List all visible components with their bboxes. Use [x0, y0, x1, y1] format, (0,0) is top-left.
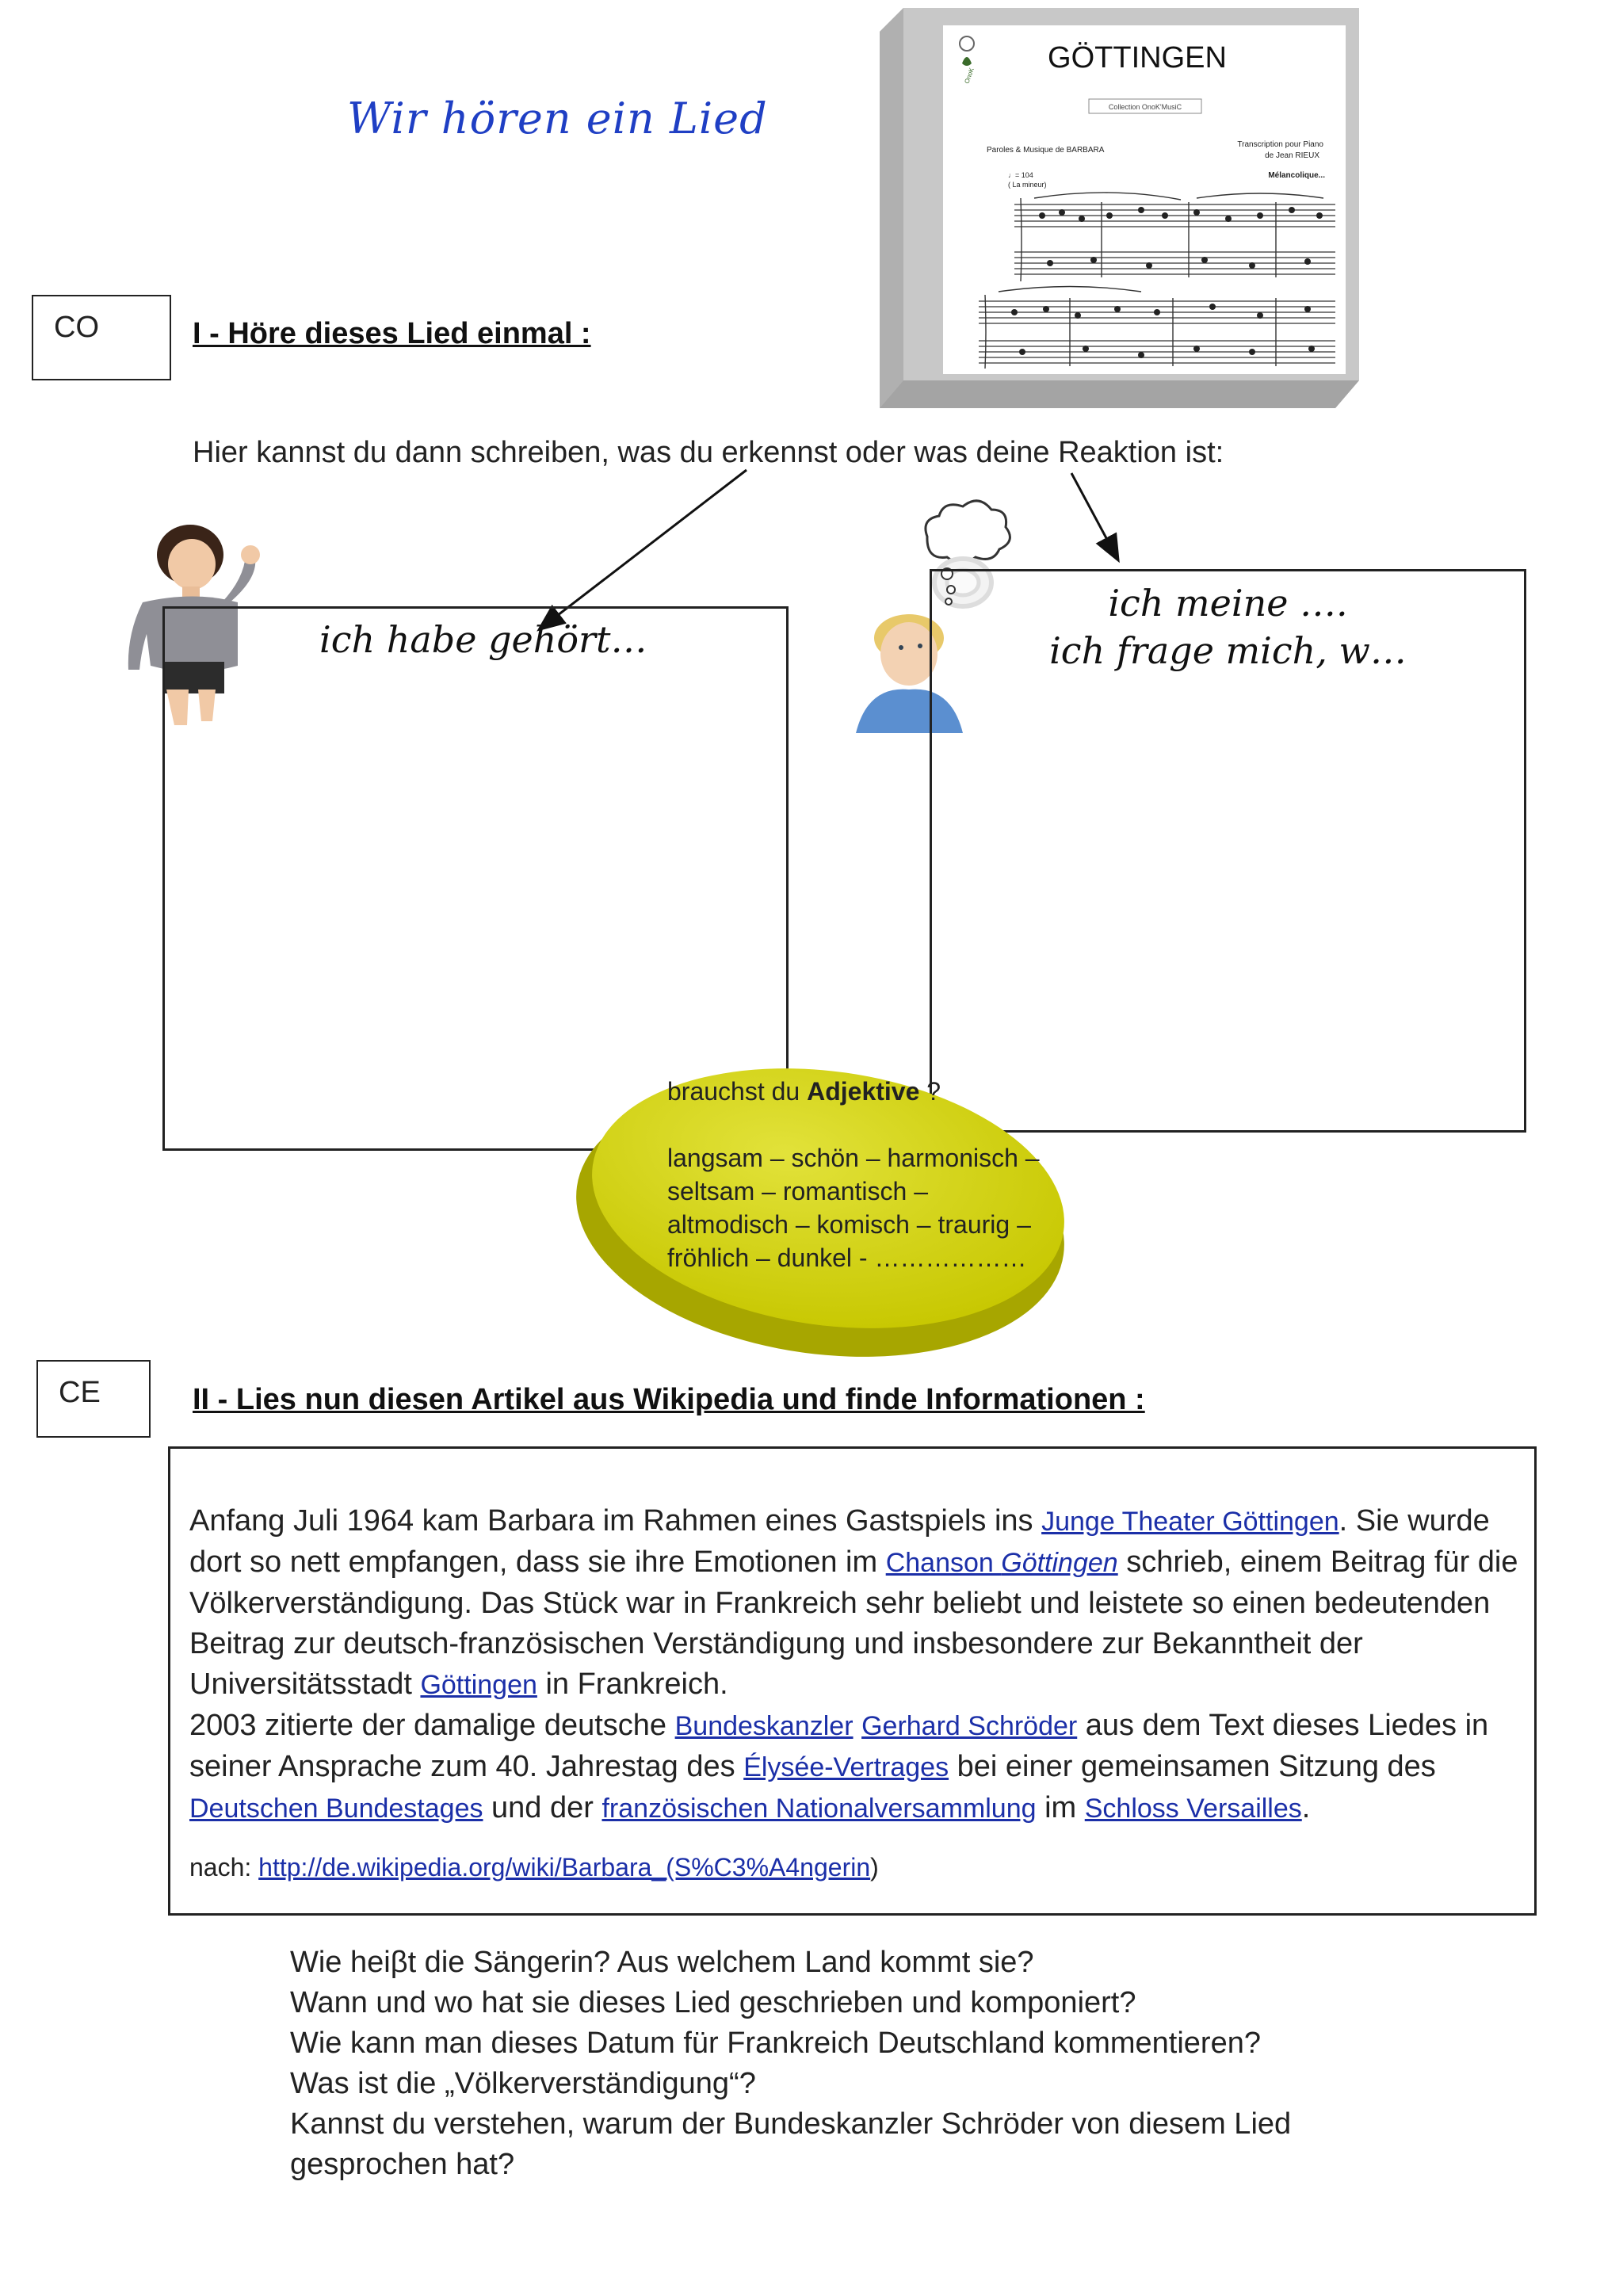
link-goettingen[interactable]: Göttingen — [420, 1670, 537, 1700]
questions-list — [290, 1943, 1291, 2185]
question-1: Wie heiβt die Sängerin? Aus welchem Land kommt sie? — [290, 1946, 1034, 1979]
question-6: gesprochen hat? — [290, 2148, 515, 2181]
arrow-left — [540, 470, 747, 628]
question-5: Kannst du verstehen, warum der Bundeskanzler Schröder von diesem Lied — [290, 2107, 1292, 2141]
adjectives-text — [667, 1075, 1040, 1274]
sheet-credits-right-1: Transcription pour Piano — [1237, 140, 1323, 149]
link-elysee-vertrag[interactable]: Élysée-Vertrages — [743, 1752, 949, 1782]
adjectives-intro: brauchst du Adjektive ? — [667, 1077, 941, 1106]
sheet-key: ( La mineur) — [1008, 181, 1047, 189]
source-link[interactable]: http://de.wikipedia.org/wiki/Barbara_(S%C3%A4ngerin — [258, 1853, 871, 1881]
sheet-credits-left: Paroles & Musique de BARBARA — [987, 146, 1105, 155]
link-chanson-goettingen[interactable]: Chanson Göttingen — [885, 1548, 1118, 1578]
sheet-collection: Collection OnoK'MusiC — [1108, 103, 1182, 111]
page-title: Wir hören ein Lied — [347, 94, 768, 143]
article-source: nach: http://de.wikipedia.org/wiki/Barbara_(S%C3%A4ngerin) — [189, 1853, 879, 1881]
adjectives-line2: seltsam – romantisch – — [667, 1177, 929, 1205]
sheet-credits-right-2: de Jean RIEUX — [1265, 151, 1319, 160]
article-text: Anfang Juli 1964 kam Barbara im Rahmen eines Gastspiels ins Junge Theater Göttingen. Sie wurde dort so nett empfangen, dass sie ihre Emotionen im Chanson Göttingen schrieb, einem Beitrag für die Völkerverständigung. Das Stück war in Frankreich sehr beliebt und leistete so einen bedeutenden Beitrag zur deutsch-französischen Verständigung und insbesondere zur Bekanntheit der Universitätsstadt Göttingen in Frankreich. 2003 zitierte der damalige deutsche Bundeskanzler Gerhard Schröder aus dem Text dieses Liedes in seiner Ansprache zum 40. Jahrestag des Élysée-Vertrages bei einer gemeinsamen Sitzung des Deutschen Bundestages und der französischen Nationalversammlung im Schloss Versailles. — [189, 1504, 1518, 1824]
sheet-mood: Mélancolique... — [1268, 171, 1325, 180]
thought-bubble-icon — [926, 501, 1010, 563]
section1-heading: I - Höre dieses Lied einmal : — [193, 317, 591, 350]
question-3: Wie kann man dieses Datum für Frankreich Deutschland kommentieren? — [290, 2027, 1261, 2060]
sheet-title: GÖTTINGEN — [1048, 41, 1227, 74]
link-bundeskanzler[interactable]: Bundeskanzler — [674, 1711, 854, 1741]
heard-prompt: ich habe gehört… — [319, 618, 647, 661]
adjectives-line1: langsam – schön – harmonisch – — [667, 1144, 1040, 1172]
link-bundestag[interactable]: Deutschen Bundestages — [189, 1794, 483, 1824]
article-box — [168, 1446, 1537, 1916]
adjectives-line4: fröhlich – dunkel - ……………… — [667, 1244, 1027, 1272]
link-gerhard-schroeder[interactable]: Gerhard Schröder — [861, 1711, 1078, 1741]
question-2: Wann und wo hat sie dieses Lied geschrieben und komponiert? — [290, 1986, 1136, 2019]
opinion-prompt — [932, 579, 1524, 674]
link-junge-theater[interactable]: Junge Theater Göttingen — [1041, 1507, 1339, 1537]
section1-instruction: Hier kannst du dann schreiben, was du erkennst oder was deine Reaktion ist: — [193, 436, 1224, 469]
sheet-logo-text: OnoK — [963, 67, 976, 85]
opinion-prompt-line1: ich meine …. — [1108, 582, 1348, 625]
ce-label: CE — [36, 1360, 151, 1438]
co-label: CO — [32, 295, 171, 380]
opinion-prompt-line2: ich frage mich, w… — [1049, 629, 1407, 672]
sheet-tempo: ♩= 104 — [1008, 171, 1033, 179]
link-schloss-versailles[interactable]: Schloss Versailles — [1084, 1794, 1302, 1824]
link-nationalversammlung[interactable]: französischen Nationalversammlung — [601, 1794, 1037, 1824]
question-4: Was ist die „Völkerverständigung“? — [290, 2067, 756, 2100]
section2-heading: II - Lies nun diesen Artikel aus Wikipedia und finde Informationen : — [193, 1383, 1145, 1416]
arrow-right — [1071, 473, 1117, 559]
adjectives-line3: altmodisch – komisch – traurig – — [667, 1210, 1031, 1239]
